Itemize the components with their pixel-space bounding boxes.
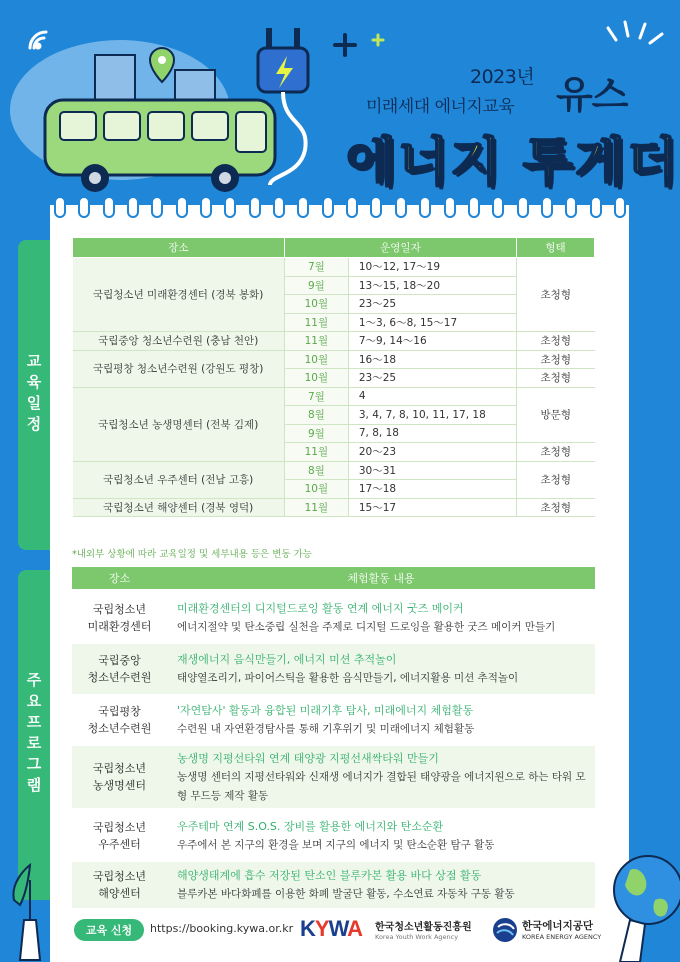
program-text: 수련원 내 자연환경탐사를 통해 기후위기 및 미래에너지 체험활동 — [177, 723, 475, 735]
date-cell: 15～17 — [348, 498, 516, 517]
program-place — [72, 703, 167, 737]
program-text: 농생명 센터의 지평선타워와 신재생 에너지가 결합된 태양광을 에너지원으로 하는 타워 모형 무드등 제작 활동 — [177, 770, 586, 802]
date-cell: 3, 4, 7, 8, 10, 11, 17, 18 — [348, 406, 516, 425]
program-place-line: 해양센터 — [98, 887, 141, 900]
programs-tab-label: 주요프로그램 — [24, 672, 43, 798]
month-cell: 9월 — [284, 276, 348, 295]
program-place — [72, 601, 167, 635]
program-place — [72, 819, 167, 853]
place-cell: 국립청소년 미래환경센터 (경북 봉화) — [73, 258, 285, 332]
schedule-note: *내외부 상황에 따라 교육일정 및 세부내용 등은 변동 가능 — [72, 549, 312, 560]
program-desc — [167, 749, 595, 806]
program-row — [72, 644, 595, 694]
program-title: 농생명 지평선타워 연계 태양광 지평선새싹타워 만들기 — [177, 751, 439, 765]
program-place-line: 국립청소년 — [92, 870, 147, 883]
sun-rays-icon — [608, 22, 662, 43]
programs-header-row — [72, 567, 595, 589]
date-cell: 17～18 — [348, 480, 516, 499]
program-text: 블루카본 바다화폐를 이용한 화폐 발굴단 활동, 수소연료 자동차 구동 활동 — [177, 888, 515, 900]
program-desc — [167, 817, 595, 855]
table-row — [73, 350, 595, 369]
month-cell: 8월 — [284, 406, 348, 425]
header-activity: 체험활동 내용 — [347, 572, 415, 585]
header-place: 장소 — [108, 572, 131, 585]
date-cell: 7, 8, 18 — [348, 424, 516, 443]
earth-globe-illustration — [600, 840, 680, 962]
month-cell: 11월 — [284, 332, 348, 351]
paper-perforation — [54, 196, 626, 218]
date-cell: 7～9, 14～16 — [348, 332, 516, 351]
month-cell: 10월 — [284, 350, 348, 369]
kywa-org-name: 한국청소년활동진흥원 — [375, 922, 472, 933]
program-place-line: 국립청소년 — [92, 762, 147, 775]
date-cell: 30～31 — [348, 461, 516, 480]
korea-energy-logo-icon — [492, 917, 518, 943]
place-cell: 국립청소년 우주센터 (전남 고흥) — [73, 461, 285, 498]
header-dates: 운영일자 — [284, 238, 516, 258]
title-subtitle: 미래세대 에너지교육 — [366, 97, 515, 117]
header-place: 장소 — [73, 238, 285, 258]
type-cell: 방문형 — [517, 387, 595, 443]
program-title: 해양생태계에 흡수 저장된 탄소인 블루카본 활용 바다 상점 활동 — [177, 869, 482, 882]
main-title: 에너지 투게더 — [346, 133, 680, 193]
date-cell: 1～3, 6～8, 15～17 — [348, 313, 516, 332]
month-cell: 10월 — [284, 295, 348, 314]
table-row — [73, 461, 595, 480]
table-row — [73, 387, 595, 406]
type-cell: 초청형 — [517, 369, 595, 388]
program-text: 에너지절약 및 탄소중립 실천을 주제로 디지털 드로잉을 활용한 굿즈 메이커 만들기 — [177, 621, 556, 633]
month-cell: 7월 — [284, 387, 348, 406]
month-cell: 10월 — [284, 369, 348, 388]
program-desc — [167, 866, 595, 904]
kenergy-org-name: 한국에너지공단 — [522, 920, 594, 932]
program-place-line: 농생명센터 — [92, 779, 147, 792]
date-cell: 20～23 — [348, 443, 516, 462]
schedule-table — [72, 237, 595, 517]
month-cell: 9월 — [284, 424, 348, 443]
program-desc — [167, 701, 595, 739]
place-cell: 국립중앙 청소년수련원 (충남 천안) — [73, 332, 285, 351]
type-cell: 초청형 — [517, 443, 595, 462]
program-row — [72, 696, 595, 744]
programs-side-tab — [18, 570, 50, 900]
program-place-line: 국립중앙 — [98, 654, 141, 667]
place-cell: 국립청소년 해양센터 (경북 영덕) — [73, 498, 285, 517]
header-type: 형태 — [517, 238, 595, 258]
date-cell: 10～12, 17～19 — [348, 258, 516, 277]
date-cell: 23～25 — [348, 369, 516, 388]
program-row — [72, 812, 595, 860]
program-title: 우주테마 연계 S.O.S. 장비를 활용한 에너지와 탄소순환 — [177, 820, 444, 833]
type-cell: 초청형 — [517, 350, 595, 369]
type-cell: 초청형 — [517, 332, 595, 351]
program-row — [72, 592, 595, 644]
program-place — [72, 652, 167, 686]
title-year: 2023년 — [470, 66, 535, 88]
month-cell: 7월 — [284, 258, 348, 277]
program-desc — [167, 599, 595, 637]
apply-button[interactable]: 교육 신청 — [74, 919, 144, 941]
table-row — [73, 332, 595, 351]
date-cell: 23～25 — [348, 295, 516, 314]
date-cell: 16～18 — [348, 350, 516, 369]
program-title: 재생에너지 음식만들기, 에너지 미션 추적놀이 — [177, 653, 397, 666]
sparkle-icon — [335, 35, 355, 55]
program-row — [72, 746, 595, 808]
kenergy-org-english: KOREA ENERGY AGENCY — [522, 933, 602, 941]
program-place-line: 우주센터 — [98, 838, 141, 851]
program-row — [72, 862, 595, 908]
type-cell: 초청형 — [517, 258, 595, 332]
wifi-icon — [30, 32, 46, 48]
bus-icon — [45, 100, 275, 192]
program-desc — [167, 650, 595, 688]
kywa-org-english: Korea Youth Work Agency — [375, 933, 459, 941]
month-cell: 11월 — [284, 498, 348, 517]
program-title: '자연탐사' 활동과 융합된 미래기후 탐사, 미래에너지 체험활동 — [177, 704, 474, 717]
program-place-line: 국립청소년 — [92, 821, 147, 834]
program-place — [72, 868, 167, 902]
program-place-line: 청소년수련원 — [87, 722, 152, 735]
place-cell: 국립청소년 농생명센터 (전북 김제) — [73, 387, 285, 461]
month-cell: 11월 — [284, 443, 348, 462]
program-place-line: 청소년수련원 — [87, 671, 152, 684]
apply-url-link[interactable]: https://booking.kywa.or.kr — [150, 922, 294, 935]
month-cell: 8월 — [284, 461, 348, 480]
place-cell: 국립평창 청소년수련원 (강원도 평창) — [73, 350, 285, 387]
program-place-line: 국립평창 — [98, 705, 141, 718]
month-cell: 10월 — [284, 480, 348, 499]
program-text: 우주에서 본 지구의 환경을 보며 지구의 에너지 및 탄소순환 탐구 활동 — [177, 839, 495, 851]
program-place — [72, 760, 167, 794]
date-cell: 4 — [348, 387, 516, 406]
schedule-tab-label: 교육일정 — [24, 353, 43, 437]
program-text: 태양열조리기, 파이어스틱을 활용한 음식만들기, 에너지활용 미션 추적놀이 — [177, 672, 519, 684]
kywa-logo: KYWA — [300, 916, 363, 941]
schedule-header-row — [73, 238, 595, 258]
program-title: 미래환경센터의 디지털드로잉 활동 연계 에너지 굿즈 메이커 — [177, 602, 464, 615]
sparkle-icon — [373, 35, 383, 45]
program-place-line: 국립청소년 — [92, 603, 147, 616]
title-youth: 유스 — [556, 73, 628, 117]
date-cell: 13～15, 18～20 — [348, 276, 516, 295]
type-cell: 초청형 — [517, 498, 595, 517]
header — [0, 0, 680, 210]
table-row — [73, 258, 595, 277]
hand-plant-illustration — [0, 860, 60, 962]
table-row — [73, 498, 595, 517]
program-place-line: 미래환경센터 — [87, 620, 152, 633]
type-cell: 초청형 — [517, 461, 595, 498]
schedule-side-tab — [18, 240, 50, 550]
month-cell: 11월 — [284, 313, 348, 332]
